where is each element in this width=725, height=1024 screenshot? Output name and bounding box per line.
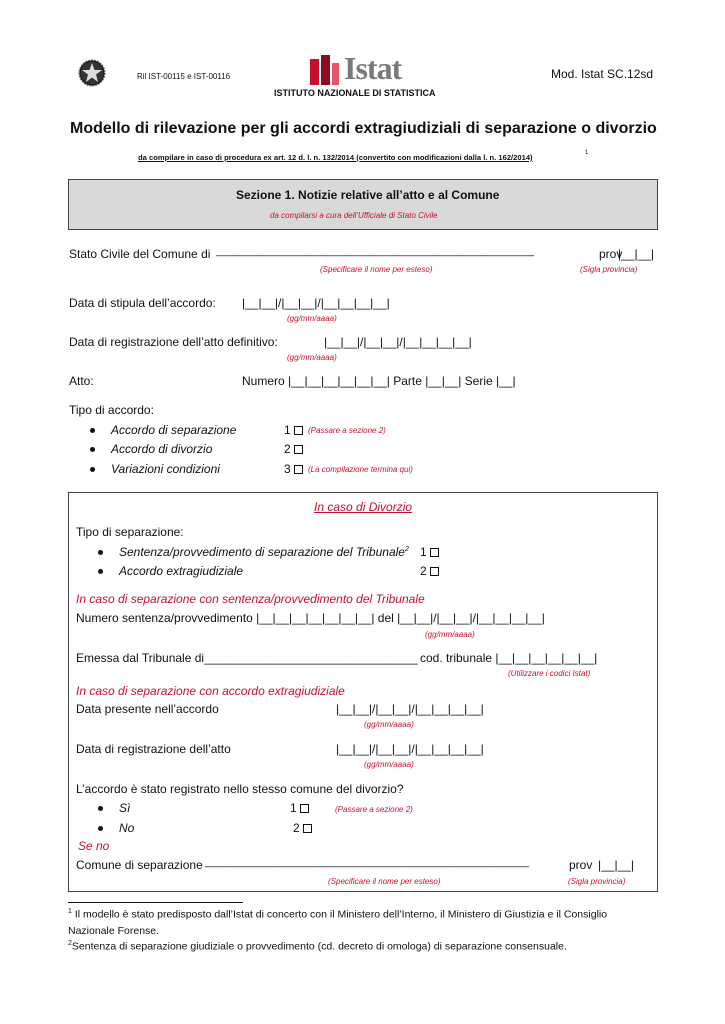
emessa-tribunale-input[interactable]: Emessa dal Tribunale di________________________________ [76, 651, 418, 665]
institute-name: ISTITUTO NAZIONALE DI STATISTICA [274, 88, 436, 98]
footnote-divider [68, 902, 243, 903]
comune-prov-input[interactable]: |__|__| [598, 858, 635, 872]
numero-sentenza-input[interactable]: Numero sentenza/provvedimento |__|__|__|__|__|__|__| del |__|__|/|__|__|/|__|__|__|__| [76, 611, 545, 625]
option-code: 3 [284, 462, 291, 476]
answer-si [98, 801, 130, 815]
sentenza-date-hint: (gg/mm/aaaa) [425, 630, 475, 639]
answer-si-code[interactable] [290, 801, 309, 815]
data-reg-input[interactable]: |__|__|/|__|__|/|__|__|__|__| [336, 742, 484, 756]
checkbox-icon[interactable] [430, 548, 439, 557]
data-presente-hint: (gg/mm/aaaa) [364, 720, 414, 729]
bullet-icon [98, 569, 103, 574]
section1-title: Sezione 1. Notizie relative all’atto e al Comune [236, 188, 500, 202]
sep-option-sentenza-label: Sentenza/provvedimento di separazione del Tribunale [119, 545, 405, 559]
subtitle-footnote-mark: 1 [585, 150, 589, 156]
data-presente-input[interactable]: |__|__|/|__|__|/|__|__|__|__| [336, 702, 484, 716]
checkbox-icon[interactable] [294, 426, 303, 435]
sep-option-accordo [98, 564, 243, 578]
subtitle-text: da compilare in caso di procedura ex art. 12 d. l. n. 132/2014 (convertito con modificazioni dalla l. n. 162/2014) [138, 153, 533, 162]
footnote-2-mark: 2 [68, 940, 72, 947]
spec-nome-hint: (Specificare il nome per esteso) [320, 265, 433, 274]
option-separazione-note: (Passare a sezione 2) [308, 426, 386, 435]
answer-si-note: (Passare a sezione 2) [335, 805, 413, 814]
footnote-2 [68, 940, 567, 953]
bullet-icon [98, 806, 103, 811]
data-reg-hint: (gg/mm/aaaa) [364, 760, 414, 769]
model-code: Mod. Istat SC.12sd [551, 67, 654, 81]
comune-sep-label: Comune di separazione [76, 858, 203, 872]
bullet-icon [90, 428, 95, 433]
option-code: 2 [284, 442, 291, 456]
emblem-logo [78, 58, 106, 88]
bullet-icon [90, 447, 95, 452]
prov-label: prov [599, 247, 623, 261]
checkbox-icon[interactable] [300, 804, 309, 813]
footnote-1-cont: Nazionale Forense. [68, 925, 160, 937]
checkbox-icon[interactable] [294, 445, 303, 454]
sep-option-sentenza [98, 545, 409, 559]
prov-input[interactable]: |__|__| [618, 247, 655, 261]
istat-logo-text: Istat [344, 50, 402, 86]
atto-numero-input[interactable]: Numero |__|__|__|__|__|__| Parte |__|__| Serie |__| [242, 374, 516, 388]
option-variazioni [90, 462, 220, 476]
option-code: 2 [293, 821, 300, 835]
stipula-input[interactable]: |__|__|/|__|__|/|__|__|__|__| [242, 296, 390, 310]
sep-option-accordo-code[interactable] [420, 564, 439, 578]
divorzio-heading: In caso di Divorzio [314, 500, 413, 514]
option-separazione-code[interactable] [284, 423, 303, 437]
data-reg-label: Data di registrazione dell’atto [76, 742, 231, 756]
footnote-1-mark: 1 [68, 908, 72, 915]
atto-label: Atto: [69, 374, 94, 388]
answer-no-label: No [119, 821, 135, 835]
option-code: 1 [420, 545, 427, 559]
sentenza-heading: In caso di separazione con sentenza/provvedimento del Tribunale [76, 592, 425, 606]
checkbox-icon[interactable] [303, 824, 312, 833]
comune-sep-input[interactable]: _______________________________________________________ [205, 856, 530, 868]
tipo-separazione-label: Tipo di separazione: [76, 525, 184, 539]
sep-option-accordo-label: Accordo extragiudiziale [119, 564, 244, 578]
answer-no [98, 821, 134, 835]
registrazione-input[interactable]: |__|__|/|__|__|/|__|__|__|__| [324, 335, 472, 349]
ril-code: Ril IST-00115 e IST-00116 [137, 72, 231, 81]
stipula-date-hint: (gg/mm/aaaa) [287, 314, 337, 323]
accordo-heading: In caso di separazione con accordo extragiudiziale [76, 684, 345, 698]
checkbox-icon[interactable] [294, 465, 303, 474]
bullet-icon [98, 550, 103, 555]
stato-civile-label: Stato Civile del Comune di [69, 247, 211, 261]
sep-option-sentenza-code[interactable] [420, 545, 439, 559]
option-code: 1 [290, 801, 297, 815]
registrazione-date-hint: (gg/mm/aaaa) [287, 353, 337, 362]
section1-note: da compilarsi a cura dell’Ufficiale di Stato Civile [270, 211, 438, 220]
answer-no-code[interactable] [293, 821, 312, 835]
cod-tribunale-input[interactable]: cod. tribunale |__|__|__|__|__|__| [420, 651, 598, 665]
sigla-prov-hint: (Sigla provincia) [580, 265, 638, 274]
comune-spec-hint: (Specificare il nome per esteso) [328, 877, 441, 886]
option-divorzio-label: Accordo di divorzio [111, 442, 213, 456]
page-title: Modello di rilevazione per gli accordi extragiudiziali di separazione o divorzio [70, 120, 657, 137]
footnote-1-text: Il modello è stato predisposto dall’Istat di concerto con il Ministero dell’Interno, il Ministero di Giustizia e il Consiglio [74, 908, 608, 921]
bullet-icon [98, 826, 103, 831]
stato-civile-input[interactable]: ______________________________________________________ [216, 245, 535, 257]
option-divorzio [90, 442, 212, 456]
tipo-accordo-label: Tipo di accordo: [69, 403, 154, 417]
option-code: 1 [284, 423, 291, 437]
page-subtitle [138, 153, 533, 162]
option-variazioni-label: Variazioni condizioni [111, 462, 220, 476]
registrazione-label: Data di registrazione dell’atto definitivo: [69, 335, 278, 349]
bullet-icon [90, 467, 95, 472]
stesso-comune-question: L’accordo è stato registrato nello stesso comune del divorzio? [76, 782, 404, 796]
option-variazioni-note: (La compilazione termina qui) [308, 465, 413, 474]
footnote-2-text: Sentenza di separazione giudiziale o provvedimento (cd. decreto di omologa) di separazione consensuale. [71, 940, 567, 953]
option-code: 2 [420, 564, 427, 578]
checkbox-icon[interactable] [430, 567, 439, 576]
stipula-label: Data di stipula dell’accordo: [69, 296, 216, 310]
cod-tribunale-hint: (Utilizzare i codici Istat) [508, 669, 591, 678]
footnote-1 [68, 908, 607, 921]
se-no-label: Se no [78, 839, 110, 853]
option-separazione [90, 423, 236, 437]
comune-sigla-hint: (Sigla provincia) [568, 877, 626, 886]
option-divorzio-code[interactable] [284, 442, 303, 456]
section1-header [68, 179, 658, 230]
sep-option-sup: 2 [404, 546, 409, 553]
comune-prov-label: prov [569, 858, 593, 872]
option-variazioni-code[interactable] [284, 462, 303, 476]
answer-si-label: Sì [119, 801, 131, 815]
option-separazione-label: Accordo di separazione [111, 423, 237, 437]
data-presente-label: Data presente nell’accordo [76, 702, 219, 716]
